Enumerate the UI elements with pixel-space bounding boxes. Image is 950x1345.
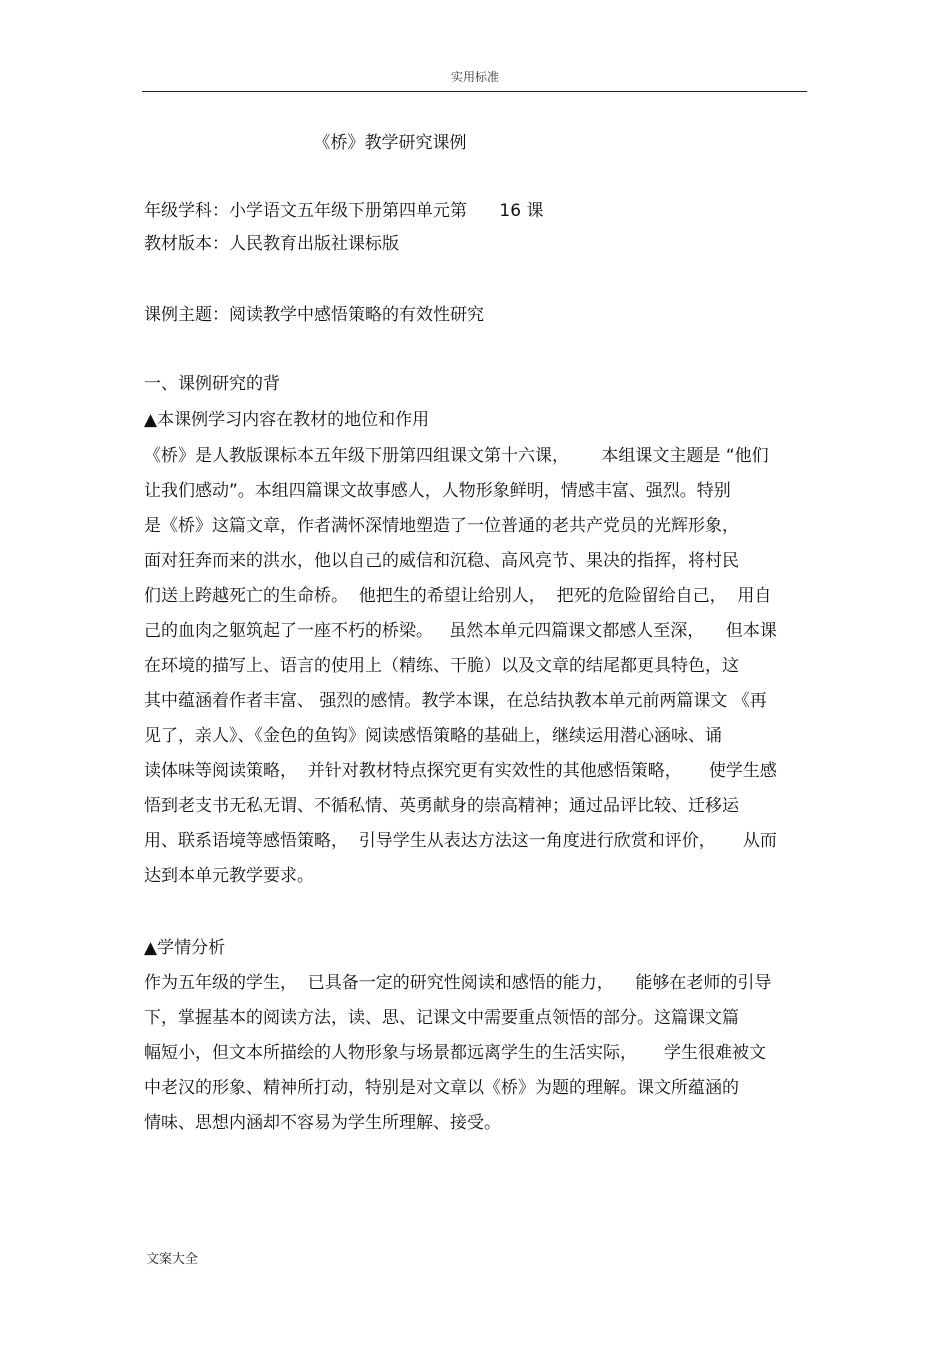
section-heading: 一、课例研究的背 xyxy=(144,374,280,394)
paragraph-line: 用、联系语境等感悟策略， 引导学生从表达方法这一角度进行欣赏和评价， 从而 xyxy=(144,831,777,851)
paragraph-line: 《桥》是人教版课标本五年级下册第四组课文第十六课， 本组课文主题是 “他们 xyxy=(144,446,769,466)
meta-edition: 教材版本：人民教育出版社课标版 xyxy=(144,234,399,254)
paragraph-line: 让我们感动”。本组四篇课文故事感人，人物形象鲜明，情感丰富、强烈。特别 xyxy=(144,481,731,501)
paragraph-line: 中老汉的形象、精神所打动，特别是对文章以《桥》为题的理解。课文所蕴涵的 xyxy=(144,1078,739,1098)
page-header: 实用标准 xyxy=(450,70,499,84)
paragraph-line: 其中蕴涵着作者丰富、 强烈的感情。教学本课，在总结执教本单元前两篇课文 《再 xyxy=(144,691,767,711)
paragraph-line: 读体味等阅读策略， 并针对教材特点探究更有实效性的其他感悟策略， 使学生感 xyxy=(144,761,777,781)
section-heading: ▲学情分析 xyxy=(144,938,226,958)
paragraph-line: 们送上跨越死亡的生命桥。 他把生的希望让给别人， 把死的危险留给自己， 用自 xyxy=(144,586,772,606)
meta-theme: 课例主题：阅读教学中感悟策略的有效性研究 xyxy=(144,305,484,325)
paragraph-line: 幅短小，但文本所描绘的人物形象与场景都远离学生的生活实际， 学生很难被文 xyxy=(144,1043,767,1063)
paragraph-line: 情味、思想内涵却不容易为学生所理解、接受。 xyxy=(144,1113,501,1133)
paragraph-line: 作为五年级的学生， 已具备一定的研究性阅读和感悟的能力， 能够在老师的引导 xyxy=(144,973,772,993)
section-subheading: ▲本课例学习内容在教材的地位和作用 xyxy=(144,410,430,430)
paragraph-line: 悟到老支书无私无谓、不循私情、英勇献身的崇高精神；通过品评比较、迁移运 xyxy=(144,796,739,816)
paragraph-line: 下，掌握基本的阅读方法，读、思、记课文中需要重点领悟的部分。这篇课文篇 xyxy=(144,1008,739,1028)
paragraph-line: 己的血肉之躯筑起了一座不朽的桥梁。 虽然本单元四篇课文都感人至深， 但本课 xyxy=(144,621,777,641)
paragraph-line: 见了，亲人》、《金色的鱼钩》阅读感悟策略的基础上，继续运用潜心涵咏、诵 xyxy=(144,726,722,746)
paragraph-line: 面对狂奔而来的洪水，他以自己的威信和沉稳、高风亮节、果决的指挥，将村民 xyxy=(144,551,739,571)
paragraph-line: 是《桥》这篇文章，作者满怀深情地塑造了一位普通的老共产党员的光辉形象， xyxy=(144,516,739,536)
paragraph-line: 达到本单元教学要求。 xyxy=(144,866,314,886)
document-title: 《桥》教学研究课例 xyxy=(313,133,467,153)
header-divider xyxy=(142,91,807,92)
paragraph-line: 在环境的描写上、语言的使用上（精练、干脆）以及文章的结尾都更具特色，这 xyxy=(144,656,739,676)
meta-grade: 年级学科：小学语文五年级下册第四单元第 16 课 xyxy=(144,201,544,221)
page-footer: 文案大全 xyxy=(146,1252,199,1267)
